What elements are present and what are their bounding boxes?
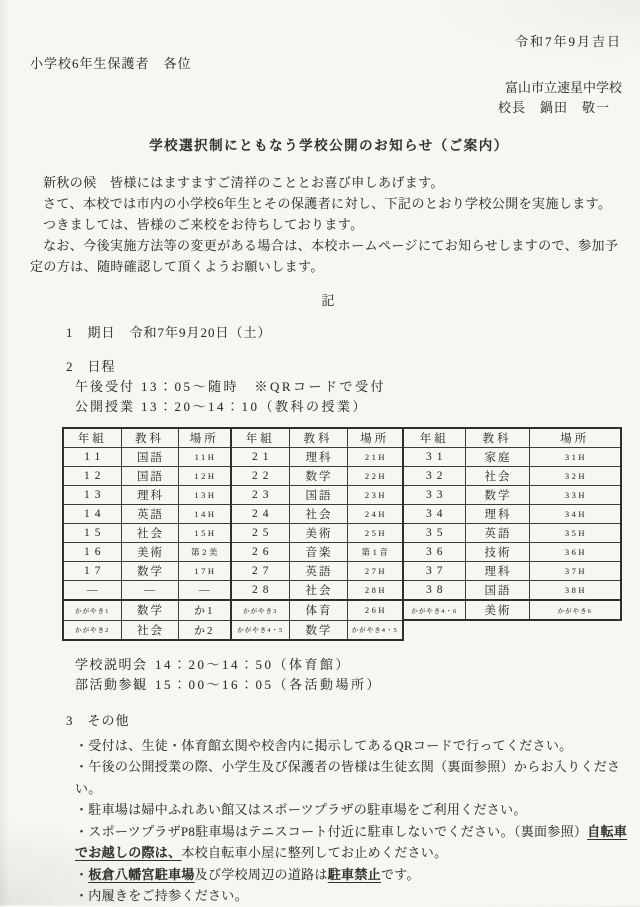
table-cell: かがやき2 [63, 620, 121, 640]
table-cell: 音楽 [289, 543, 347, 562]
letter-date: 令和7年9月吉日 [514, 34, 622, 49]
table-cell: 国語 [121, 448, 178, 467]
table-cell: 英語 [289, 562, 347, 581]
note-item [75, 821, 628, 864]
greeting-paragraph: さて、本校では市内の小学校6年生とその保護者に対し、下記のとおり学校公開を実施します。 [43, 196, 612, 211]
schedule-label: 公開授業 [75, 399, 136, 414]
table-cell: 11H [178, 448, 231, 467]
table-cell: 12 [63, 467, 121, 486]
table-cell: 28H [347, 581, 403, 601]
school-session-line [75, 655, 628, 675]
table-cell: 理科 [465, 505, 529, 524]
note-text: ・内履きをご持参ください。 [75, 888, 248, 903]
table-cell: 社会 [121, 524, 178, 543]
note-text: ・駐車場は婦中ふれあい館又はスポーツプラザの駐車場をご利用ください。 [75, 802, 527, 817]
table-cell: 数学 [289, 467, 347, 486]
col-header: 教科 [465, 428, 529, 448]
table-cell: 数学 [121, 600, 178, 620]
table-cell: 英語 [121, 505, 178, 524]
table-cell: ― [121, 581, 178, 601]
item1-date-line: 1 期日 令和7年9月20日（土） [66, 325, 272, 340]
table-cell: 社会 [465, 467, 529, 486]
table-cell: ― [63, 581, 121, 601]
record-mark: 記 [321, 293, 337, 308]
timetable [62, 427, 622, 641]
table-cell: 38H [529, 581, 621, 601]
sender-principal: 校長 鍋田 敬一 [497, 100, 610, 115]
col-header: 場所 [347, 428, 403, 448]
table-cell: 32 [403, 467, 465, 486]
item3-heading: 3 その他 [66, 712, 130, 728]
table-cell: か2 [178, 620, 231, 640]
note-text: ・スポーツプラザP8駐車場はテニスコート付近に駐車しないでください。（裏面参照） [75, 823, 588, 839]
table-cell: 13H [178, 486, 231, 505]
table-cell: 国語 [465, 581, 529, 601]
note-item [75, 799, 628, 821]
table-cell: 14H [178, 505, 231, 524]
table-cell: 12H [178, 467, 231, 486]
note-text: ・ [75, 866, 89, 882]
table-cell: 国語 [121, 467, 178, 486]
table-cell: 25H [347, 524, 403, 543]
table-cell: 24H [347, 505, 403, 524]
table-cell: 第2美 [178, 543, 231, 562]
note-emphasis: 自転車でお越しの際は、 [75, 823, 628, 860]
table-cell: 34H [529, 505, 621, 524]
table-cell: 美術 [121, 543, 178, 562]
table-cell: 34 [403, 505, 465, 524]
note-emphasis: 駐車禁止 [327, 866, 381, 882]
table-cell: 第1音 [347, 543, 403, 562]
table-cell: 理科 [289, 448, 347, 467]
greeting-paragraph: なお、今後実施方法等の変更がある場合は、本校ホームページにてお知らせしますので、参加予定の方は、随時確認して頂くようお願いします。 [30, 238, 619, 274]
schedule-label: 学校説明会 [75, 656, 148, 672]
table-cell: 33 [403, 486, 465, 505]
table-cell: 32H [529, 467, 621, 486]
note-text: 本校自転車小屋に整列してお止めください。 [181, 845, 448, 860]
table-cell: 16 [63, 543, 121, 562]
note-text: ・受付は、生徒・体育館玄関や校舎内に掲示してあるQRコードで行ってください。 [75, 737, 573, 753]
table-cell: 24 [231, 505, 289, 524]
greeting-paragraph: 新秋の候 皆様にはますますご清祥のこととお喜び申しあげます。 [43, 175, 444, 190]
schedule-value: 13：20～14：10（教科の授業） [141, 399, 369, 414]
table-cell: 26H [347, 600, 403, 620]
club-session-line [75, 675, 628, 695]
table-cell: かがやき1 [63, 600, 121, 620]
table-cell: 31 [403, 448, 465, 467]
schedule-value: 14：20～14：50（体育館） [155, 656, 352, 672]
table-cell: かがやき6 [529, 600, 621, 620]
notes-list [75, 735, 628, 907]
note-text: 及び学校周辺の道路は [194, 866, 328, 882]
table-cell: かがやき4・6 [403, 600, 465, 620]
item2-heading: 2 日程 [66, 359, 116, 374]
table-void [403, 620, 621, 640]
table-cell: 27H [347, 562, 403, 581]
table-cell: 数学 [121, 562, 178, 581]
table-cell: 36H [529, 543, 621, 562]
schedule-line [75, 397, 628, 417]
table-cell: 23 [231, 486, 289, 505]
schedule-line [75, 377, 628, 397]
table-cell: 14 [63, 505, 121, 524]
table-cell: かがやき3 [231, 600, 289, 620]
table-cell: 38 [403, 581, 465, 601]
greeting-paragraph: つきましては、皆様のご来校をお待ちしております。 [43, 217, 364, 232]
note-item [75, 735, 628, 757]
table-cell: 37H [529, 562, 621, 581]
table-cell: 体育 [289, 600, 347, 620]
table-cell: かがやき4・5 [231, 620, 289, 640]
table-cell: 国語 [289, 486, 347, 505]
col-header: 年組 [403, 428, 465, 448]
table-cell: かがやき4・5 [347, 620, 403, 640]
table-cell: 理科 [121, 486, 178, 505]
letter-title: 学校選択制にともなう学校公開のお知らせ（ご案内） [149, 138, 509, 153]
col-header: 教科 [289, 428, 347, 448]
table-cell: 数学 [465, 486, 529, 505]
note-item [75, 756, 628, 799]
table-cell: 15H [178, 524, 231, 543]
table-cell: 35 [403, 524, 465, 543]
table-cell: 社会 [289, 581, 347, 601]
table-cell: 21 [231, 448, 289, 467]
schedule-value: 13：05～随時 ※QRコードで受付 [141, 379, 387, 394]
table-cell: 37 [403, 562, 465, 581]
table-cell: か1 [178, 600, 231, 620]
table-cell: 英語 [465, 524, 529, 543]
note-item [75, 864, 628, 886]
table-cell: 数学 [289, 620, 347, 640]
schedule-value: 15：00～16：05（各活動場所） [155, 676, 383, 692]
note-item [75, 885, 628, 907]
note-emphasis: 板倉八幡宮駐車場 [88, 866, 195, 882]
table-cell: 技術 [465, 543, 529, 562]
greeting-body [30, 172, 628, 277]
sender-school: 富山市立速星中学校 [504, 80, 622, 95]
table-cell: 28 [231, 581, 289, 601]
col-header: 年組 [63, 428, 121, 448]
col-header: 年組 [231, 428, 289, 448]
table-cell: 22 [231, 467, 289, 486]
table-cell: 社会 [121, 620, 178, 640]
table-cell: 11 [63, 448, 121, 467]
table-cell: 17H [178, 562, 231, 581]
note-text: ・午後の公開授業の際、小学生及び保護者の皆様は生徒玄関（裏面参照）からお入りください。 [75, 759, 621, 796]
table-cell: 26 [231, 543, 289, 562]
table-cell: 美術 [465, 600, 529, 620]
table-cell: 21H [347, 448, 403, 467]
table-cell: 31H [529, 448, 621, 467]
sender-block [30, 78, 628, 118]
schedule-label: 午後受付 [75, 379, 136, 394]
table-cell: ― [178, 581, 231, 601]
table-cell: 家庭 [465, 448, 529, 467]
table-cell: 25 [231, 524, 289, 543]
note-text: です。 [380, 866, 420, 882]
table-cell: 27 [231, 562, 289, 581]
table-cell: 社会 [289, 505, 347, 524]
table-cell: 23H [347, 486, 403, 505]
table-cell: 35H [529, 524, 621, 543]
col-header: 場所 [529, 428, 621, 448]
table-cell: 15 [63, 524, 121, 543]
table-cell: 13 [63, 486, 121, 505]
addressee: 小学校6年生保護者 各位 [30, 56, 192, 71]
col-header: 場所 [178, 428, 231, 448]
col-header: 教科 [121, 428, 178, 448]
table-cell: 理科 [465, 562, 529, 581]
table-cell: 22H [347, 467, 403, 486]
table-cell: 36 [403, 543, 465, 562]
table-cell: 美術 [289, 524, 347, 543]
schedule-label: 部活動参観 [75, 676, 148, 692]
table-cell: 17 [63, 562, 121, 581]
table-cell: 33H [529, 486, 621, 505]
